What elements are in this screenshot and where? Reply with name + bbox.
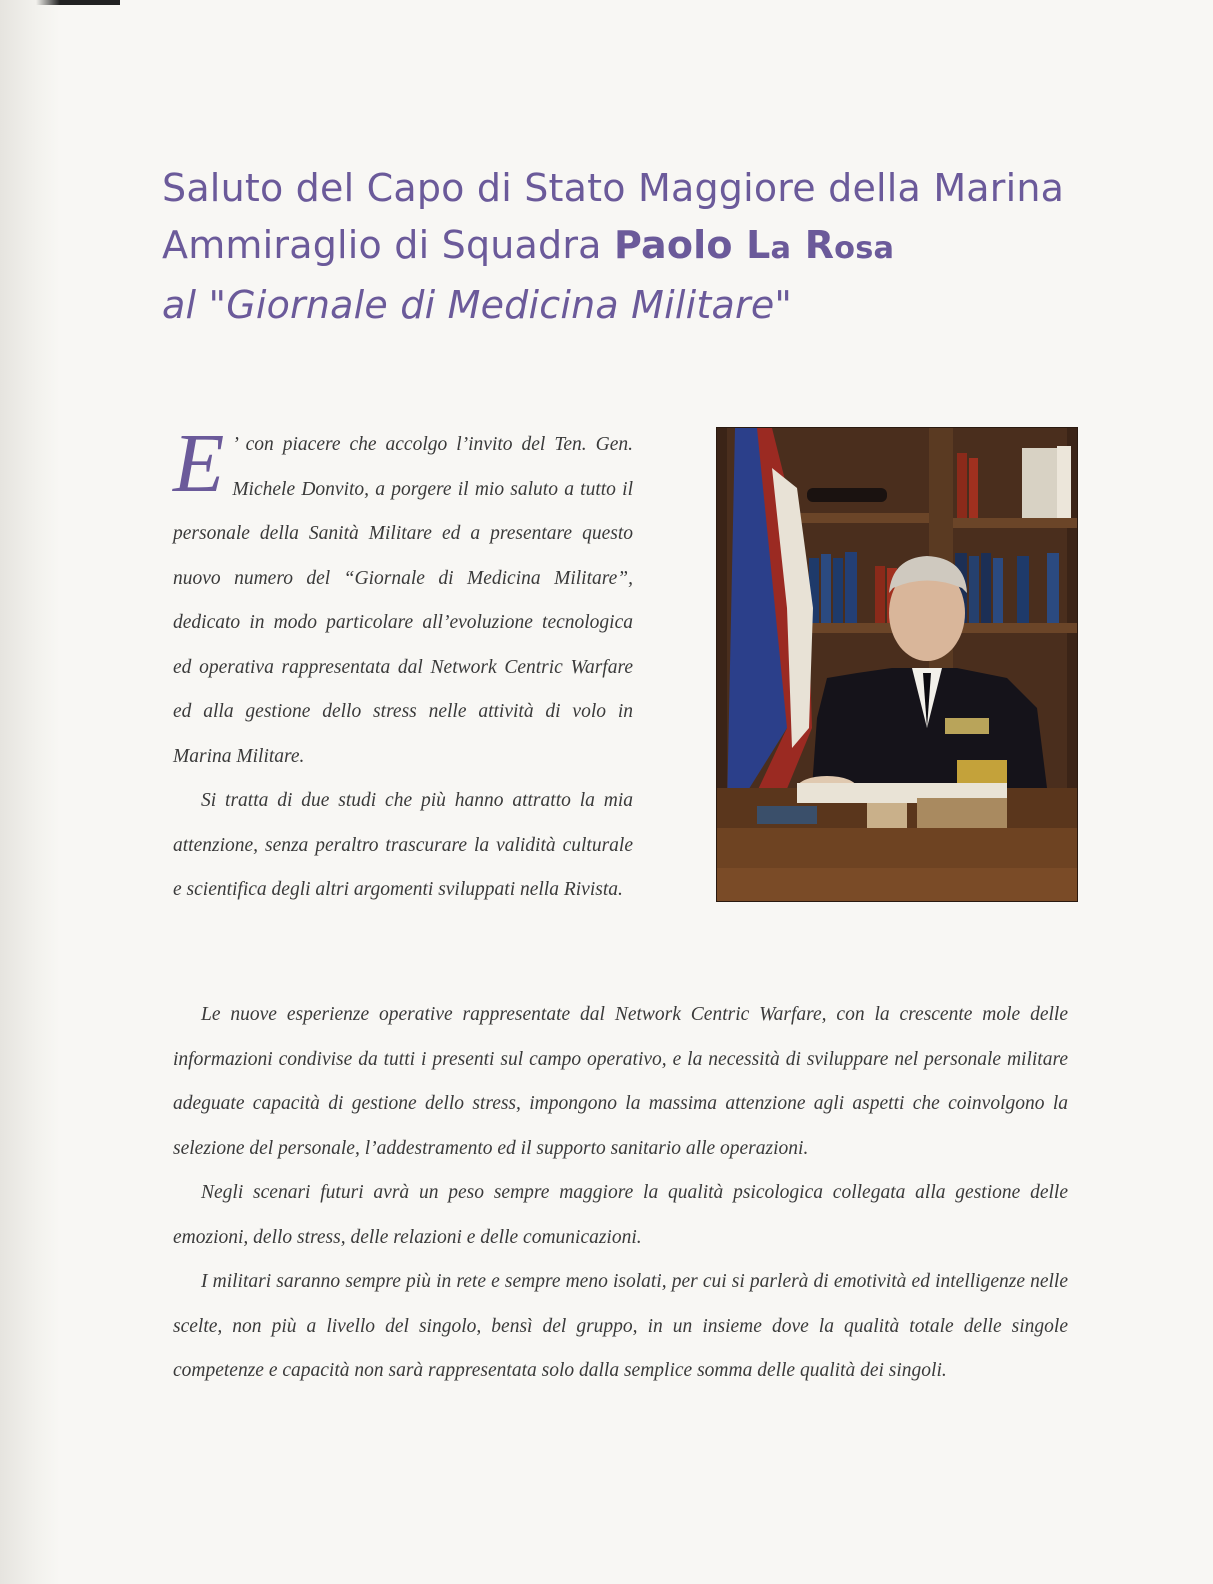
paragraph-3: Le nuove esperienze operative rappresentate dal Network Centric Warfare, con la crescente mole delle informazioni condivise da tutti i presenti sul campo operativo, e la necessità di sviluppare nel personale militare adeguate capacità di gestione dello stress, impongono la massima attenzione agli aspetti che coinvolgono la selezione del personale, l’addestramento ed il supporto sanitario alle operazioni. [173,1004,1068,1159]
admiral-name [614,223,894,267]
name-la-rest: a [770,231,792,266]
paragraph-1: ’ con piacere che accolgo l’invito del Ten. Gen. Michele Donvito, a porgere il mio saluto a tutto il personale della Sanità Militare ed a presentare questo nuovo numero del “Giornale di Medicina Militare”, dedicato in modo particolare all’evoluzione tecnologica ed operativa rappresentata dal Network Centric Warfare ed alla gestione dello stress nelle attività di volo in Marina Militare. [173,434,633,767]
name-la-initial: L [746,223,771,267]
title-line-2 [162,217,1102,277]
title-line-1: Saluto del Capo di Stato Maggiore della Marina [162,166,1065,210]
drop-cap: E [173,417,225,510]
name-rosa-rest: osa [834,231,895,266]
name-first: Paolo [613,223,733,267]
page-gutter [0,0,60,1584]
paragraph-2: Si tratta di due studi che più hanno attratto la mia attenzione, senza peraltro trascurare la validità culturale e scientifica degli altri argomenti sviluppati nella Rivista. [173,790,633,900]
portrait-photo [717,428,1077,901]
name-rosa-initial: R [804,223,835,267]
title-rank: Ammiraglio di Squadra [162,223,614,267]
body-full-width [173,993,1068,1394]
portrait-illustration [717,428,1077,901]
title-line-3: al "Giornale di Medicina Militare" [162,283,793,327]
page-title [162,160,1102,334]
paragraph-4: Negli scenari futuri avrà un peso sempre maggiore la qualità psicologica collegata alla gestione delle emozioni, dello stress, delle relazioni e delle comunicazioni. [173,1182,1068,1248]
intro-column [173,417,633,913]
paragraph-5: I militari saranno sempre più in rete e sempre meno isolati, per cui si parlerà di emotività ed intelligenze nelle scelte, non più a livello del singolo, bensì del gruppo, in un insieme dove la qualità totale delle singole competenze e capacità non sarà rappresentata solo dalla semplice somma delle qualità dei singoli. [173,1271,1068,1381]
